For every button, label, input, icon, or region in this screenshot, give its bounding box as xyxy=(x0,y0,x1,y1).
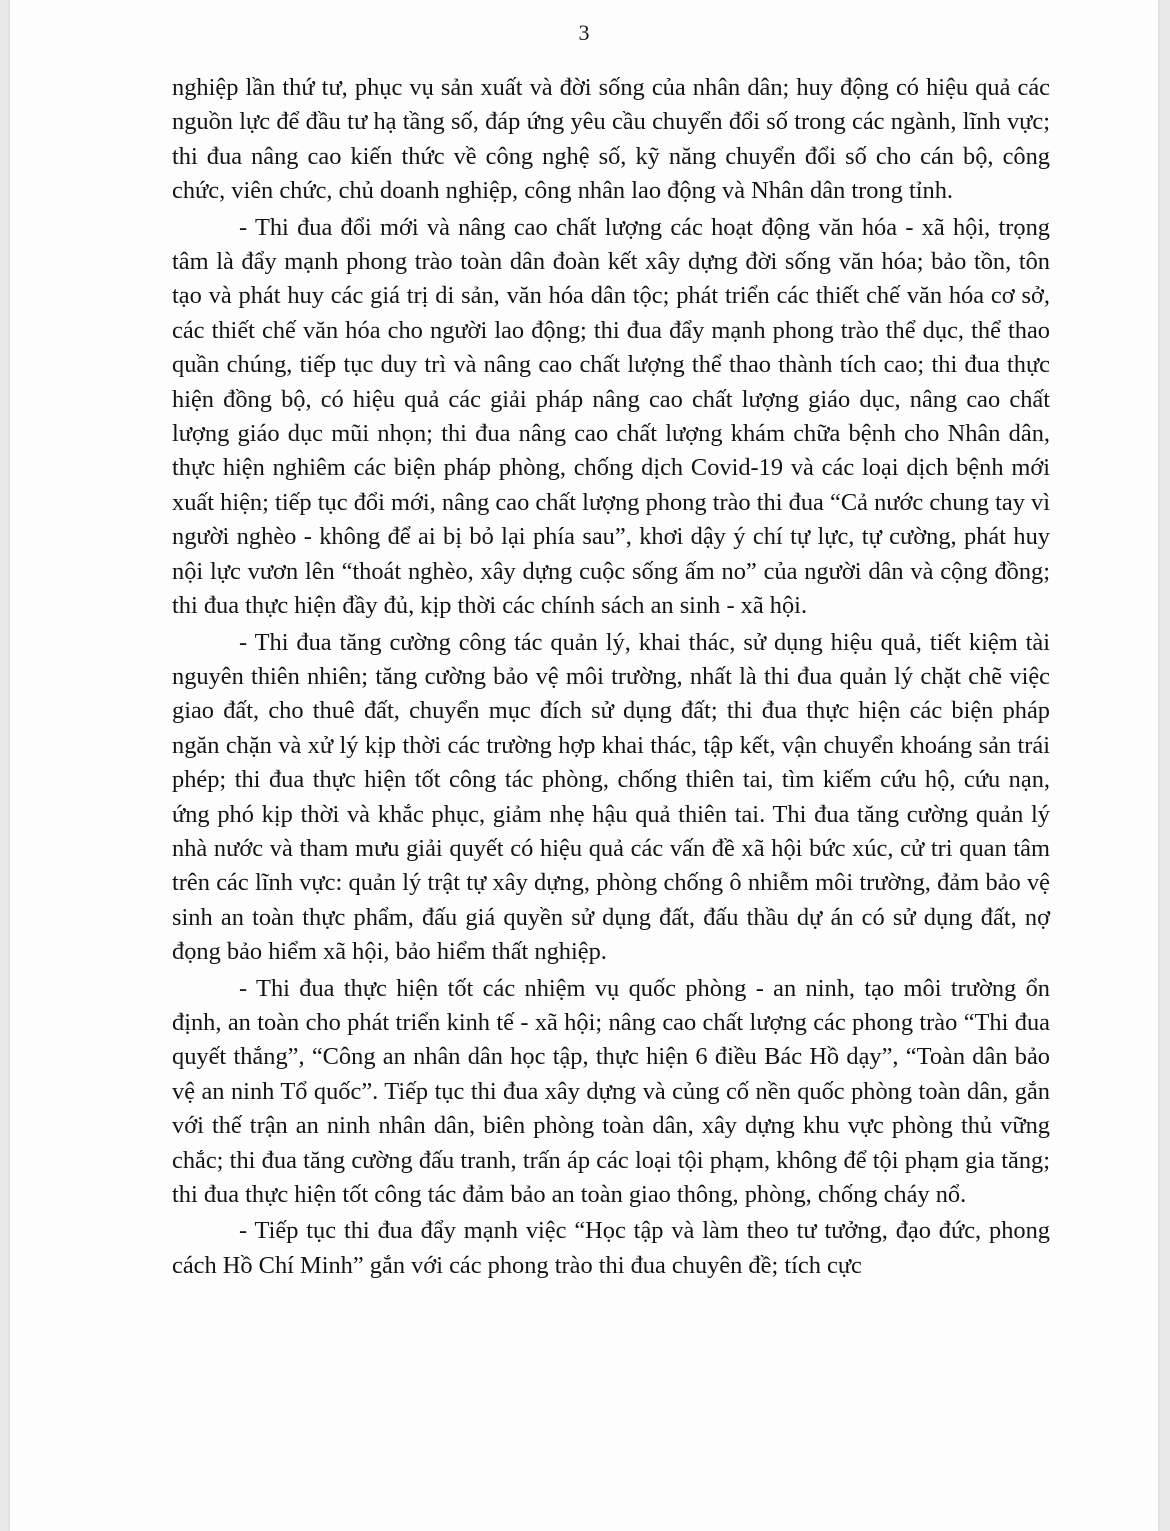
paragraph: - Thi đua tăng cường công tác quản lý, khai thác, sử dụng hiệu quả, tiết kiệm tài nguyên thiên nhiên; tăng cường bảo vệ môi trường, nhất là thi đua quản lý chặt chẽ việc giao đất, cho thuê đất, chuyển mục đích sử dụng đất; thi đua thực hiện các biện pháp ngăn chặn và xử lý kịp thời các trường hợp khai thác, tập kết, vận chuyển khoáng sản trái phép; thi đua thực hiện tốt công tác phòng, chống thiên tai, tìm kiếm cứu hộ, cứu nạn, ứng phó kịp thời và khắc phục, giảm nhẹ hậu quả thiên tai. Thi đua tăng cường quản lý nhà nước và tham mưu giải quyết có hiệu quả các vấn đề xã hội bức xúc, cử tri quan tâm trên các lĩnh vực: quản lý trật tự xây dựng, phòng chống ô nhiễm môi trường, đảm bảo vệ sinh an toàn thực phẩm, đấu giá quyền sử dụng đất, đấu thầu dự án có sử dụng đất, nợ đọng bảo hiểm xã hội, bảo hiểm thất nghiệp. xyxy=(172,628,1050,966)
paragraph: nghiệp lần thứ tư, phục vụ sản xuất và đời sống của nhân dân; huy động có hiệu quả các nguồn lực để đầu tư hạ tầng số, đáp ứng yêu cầu chuyển đổi số trong các ngành, lĩnh vực; thi đua nâng cao kiến thức về công nghệ số, kỹ năng chuyển đổi số cho cán bộ, công chức, viên chức, chủ doanh nghiệp, công nhân lao động và Nhân dân trong tỉnh. xyxy=(172,74,1050,205)
page-number: 3 xyxy=(578,20,590,45)
document-page xyxy=(10,0,1158,1531)
paragraph: - Thi đua đổi mới và nâng cao chất lượng các hoạt động văn hóa - xã hội, trọng tâm là đẩy mạnh phong trào toàn dân đoàn kết xây dựng đời sống văn hóa; bảo tồn, tôn tạo và phát huy các giá trị di sản, văn hóa dân tộc; phát triển các thiết chế văn hóa cơ sở, các thiết chế văn hóa cho người lao động; thi đua đẩy mạnh phong trào thể dục, thể thao quần chúng, tiếp tục duy trì và nâng cao chất lượng thể thao thành tích cao; thi đua thực hiện đồng bộ, có hiệu quả các giải pháp nâng cao chất lượng giáo dục, nâng cao chất lượng giáo dục mũi nhọn; thi đua nâng cao chất lượng khám chữa bệnh cho Nhân dân, thực hiện nghiêm các biện pháp phòng, chống dịch Covid-19 và các loại dịch bệnh mới xuất hiện; tiếp tục đổi mới, nâng cao chất lượng phong trào thi đua “Cả nước chung tay vì người nghèo - không để ai bị bỏ lại phía sau”, khơi dậy ý chí tự lực, tự cường, phát huy nội lực vươn lên “thoát nghèo, xây dựng cuộc sống ấm no” của người dân và cộng đồng; thi đua thực hiện đầy đủ, kịp thời các chính sách an sinh - xã hội. xyxy=(172,213,1050,620)
body-text xyxy=(172,71,1050,1283)
paragraph: - Thi đua thực hiện tốt các nhiệm vụ quốc phòng - an ninh, tạo môi trường ổn định, an toàn cho phát triển kinh tế - xã hội; nâng cao chất lượng các phong trào “Thi đua quyết thắng”, “Công an nhân dân học tập, thực hiện 6 điều Bác Hồ dạy”, “Toàn dân bảo vệ an ninh Tổ quốc”. Tiếp tục thi đua xây dựng và củng cố nền quốc phòng toàn dân, gắn với thế trận an ninh nhân dân, biên phòng toàn dân, xây dựng khu vực phòng thủ vững chắc; thi đua tăng cường đấu tranh, trấn áp các loại tội phạm, không để tội phạm gia tăng; thi đua thực hiện tốt công tác đảm bảo an toàn giao thông, phòng, chống cháy nổ. xyxy=(172,974,1050,1208)
paragraph: - Tiếp tục thi đua đẩy mạnh việc “Học tập và làm theo tư tưởng, đạo đức, phong cách Hồ Chí Minh” gắn với các phong trào thi đua chuyên đề; tích cực xyxy=(172,1217,1050,1279)
